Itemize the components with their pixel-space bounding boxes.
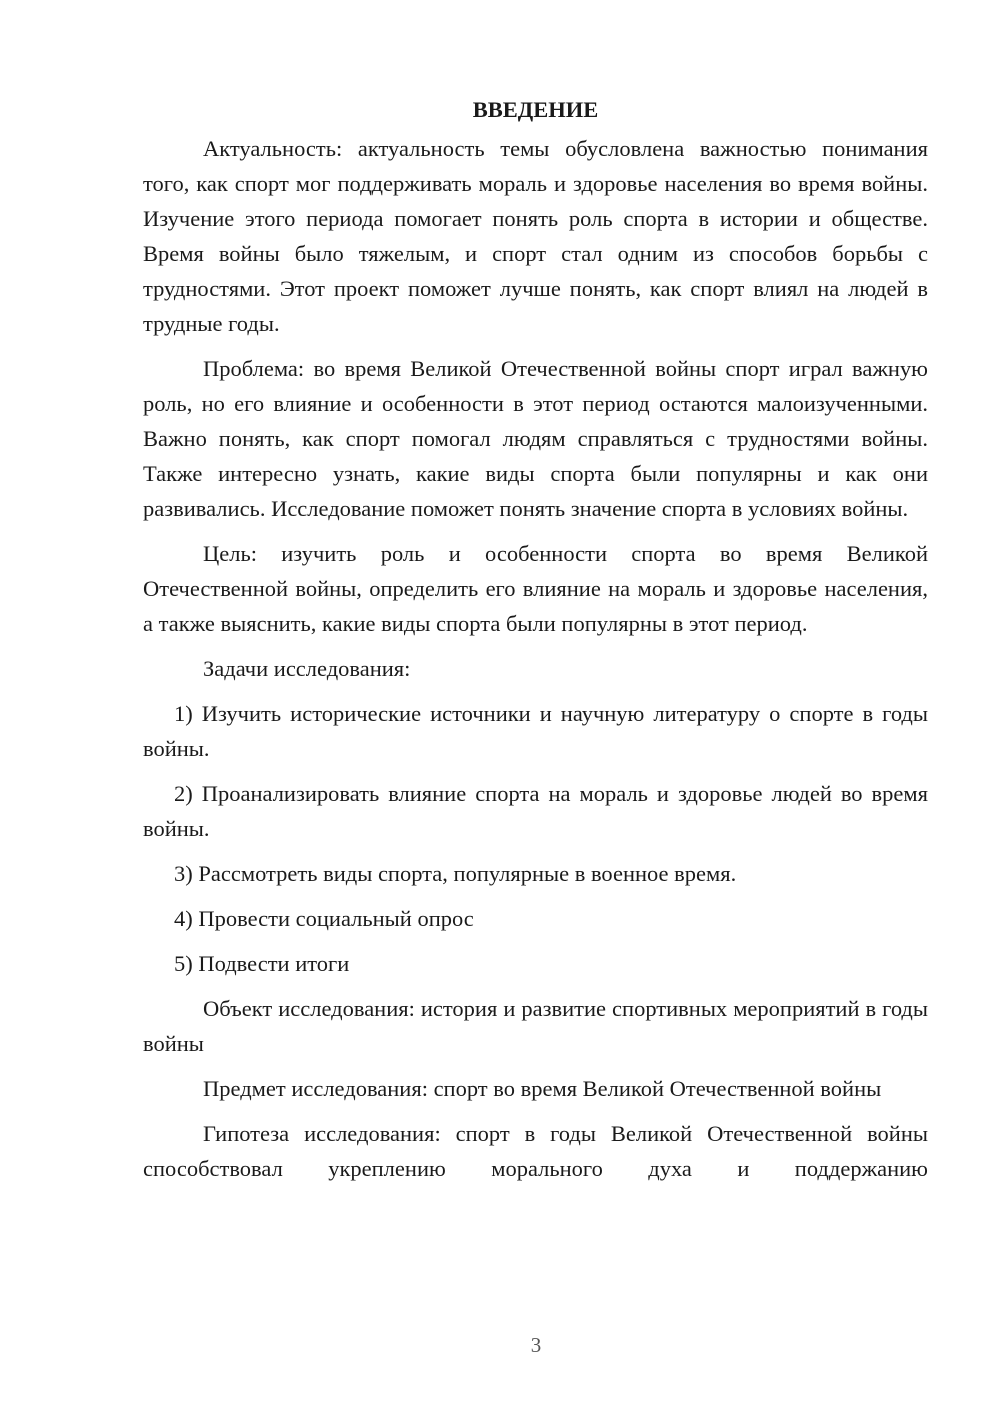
document-body [143,92,928,1196]
tasks-heading: Задачи исследования: [203,656,411,681]
task-item-1: 1) Изучить исторические источники и научную литературу о спорте в годы войны. [143,701,928,761]
task-item-5: 5) Подвести итоги [174,951,350,976]
goal-paragraph: Цель: изучить роль и особенности спорта во время Великой Отечественной войны, определить его влияние на мораль и здоровье населения, а также выяснить, какие виды спорта были популярны в этот период. [143,541,928,636]
task-item-3: 3) Рассмотреть виды спорта, популярные в военное время. [174,861,737,886]
task-item-2: 2) Проанализировать влияние спорта на мораль и здоровье людей во время войны. [143,781,928,841]
section-title: ВВЕДЕНИЕ [472,97,599,122]
task-item-4: 4) Провести социальный опрос [174,906,474,931]
relevance-paragraph: Актуальность: актуальность темы обусловлена важностью понимания того, как спорт мог поддерживать мораль и здоровье населения во время войны. Изучение этого периода помогает понять роль спорта в истории и обществе. Время войны было тяжелым, и спорт стал одним из способов борьбы с трудностями. Этот проект поможет лучше понять, как спорт влиял на людей в трудные годы. [143,136,928,336]
subject-paragraph: Предмет исследования: спорт во время Великой Отечественной войны [203,1076,882,1101]
problem-paragraph: Проблема: во время Великой Отечественной войны спорт играл важную роль, но его влияние и особенности в этот период остаются малоизученными. Важно понять, как спорт помогал людям справляться с трудностями войны. Также интересно узнать, какие виды спорта были популярны и как они развивались. Исследование поможет понять значение спорта в условиях войны. [143,356,928,521]
hypothesis-paragraph: Гипотеза исследования: спорт в годы Великой Отечественной войны способствовал укреплению морального духа и поддержанию [143,1121,928,1181]
object-paragraph: Объект исследования: история и развитие спортивных мероприятий в годы войны [143,996,928,1056]
page-number: 3 [530,1333,542,1357]
